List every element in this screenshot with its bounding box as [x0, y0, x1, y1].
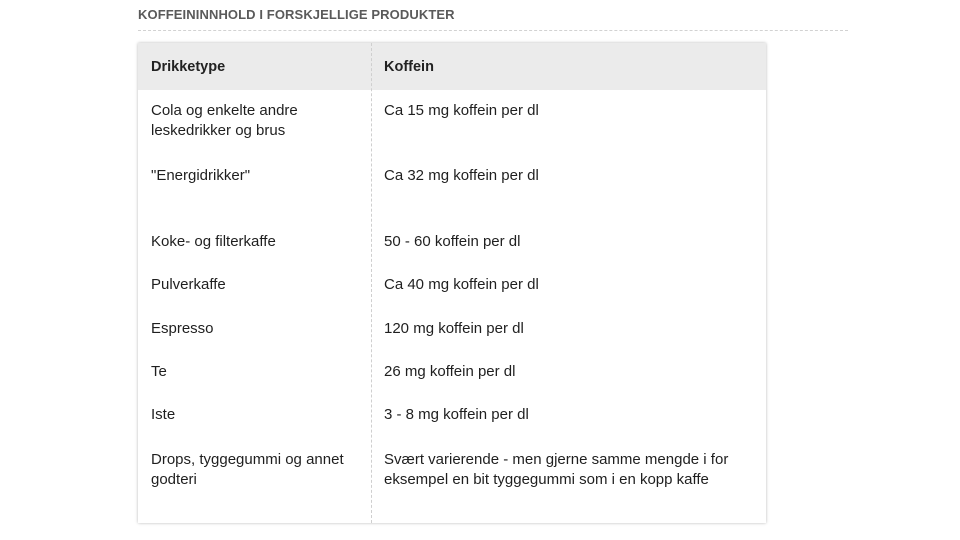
- cell-caffeine: 50 - 60 koffein per dl: [384, 233, 521, 250]
- header-drikketype: Drikketype: [151, 59, 226, 75]
- cell-caffeine: 26 mg koffein per dl: [384, 363, 516, 380]
- cell-drink-type: Te: [151, 363, 167, 380]
- cell-caffeine: Ca 15 mg koffein per dl: [384, 102, 539, 119]
- cell-caffeine: 3 - 8 mg koffein per dl: [384, 406, 529, 423]
- section-title: KOFFEININNHOLD I FORSKJELLIGE PRODUKTER: [138, 7, 455, 22]
- table-header: [138, 43, 766, 90]
- cell-caffeine: Ca 40 mg koffein per dl: [384, 276, 539, 293]
- cell-drink-type: Iste: [151, 406, 176, 423]
- caffeine-table: [138, 43, 766, 523]
- cell-drink-type: Koke- og filterkaffe: [151, 233, 276, 250]
- cell-drink-type: Cola og enkelte andre leskedrikker og brus: [151, 102, 298, 139]
- cell-drink-type: Pulverkaffe: [151, 276, 226, 293]
- cell-caffeine: 120 mg koffein per dl: [384, 320, 524, 337]
- cell-caffeine: Ca 32 mg koffein per dl: [384, 167, 539, 184]
- cell-drink-type: "Energidrikker": [151, 167, 251, 184]
- column-divider: [371, 43, 372, 523]
- cell-caffeine: Svært varierende - men gjerne samme mengde i for eksempel en bit tyggegummi som i en kopp kaffe: [384, 451, 729, 488]
- cell-drink-type: Drops, tyggegummi og annet godteri: [151, 451, 344, 488]
- title-divider: [138, 30, 848, 31]
- header-koffein: Koffein: [384, 59, 434, 75]
- cell-drink-type: Espresso: [151, 320, 214, 337]
